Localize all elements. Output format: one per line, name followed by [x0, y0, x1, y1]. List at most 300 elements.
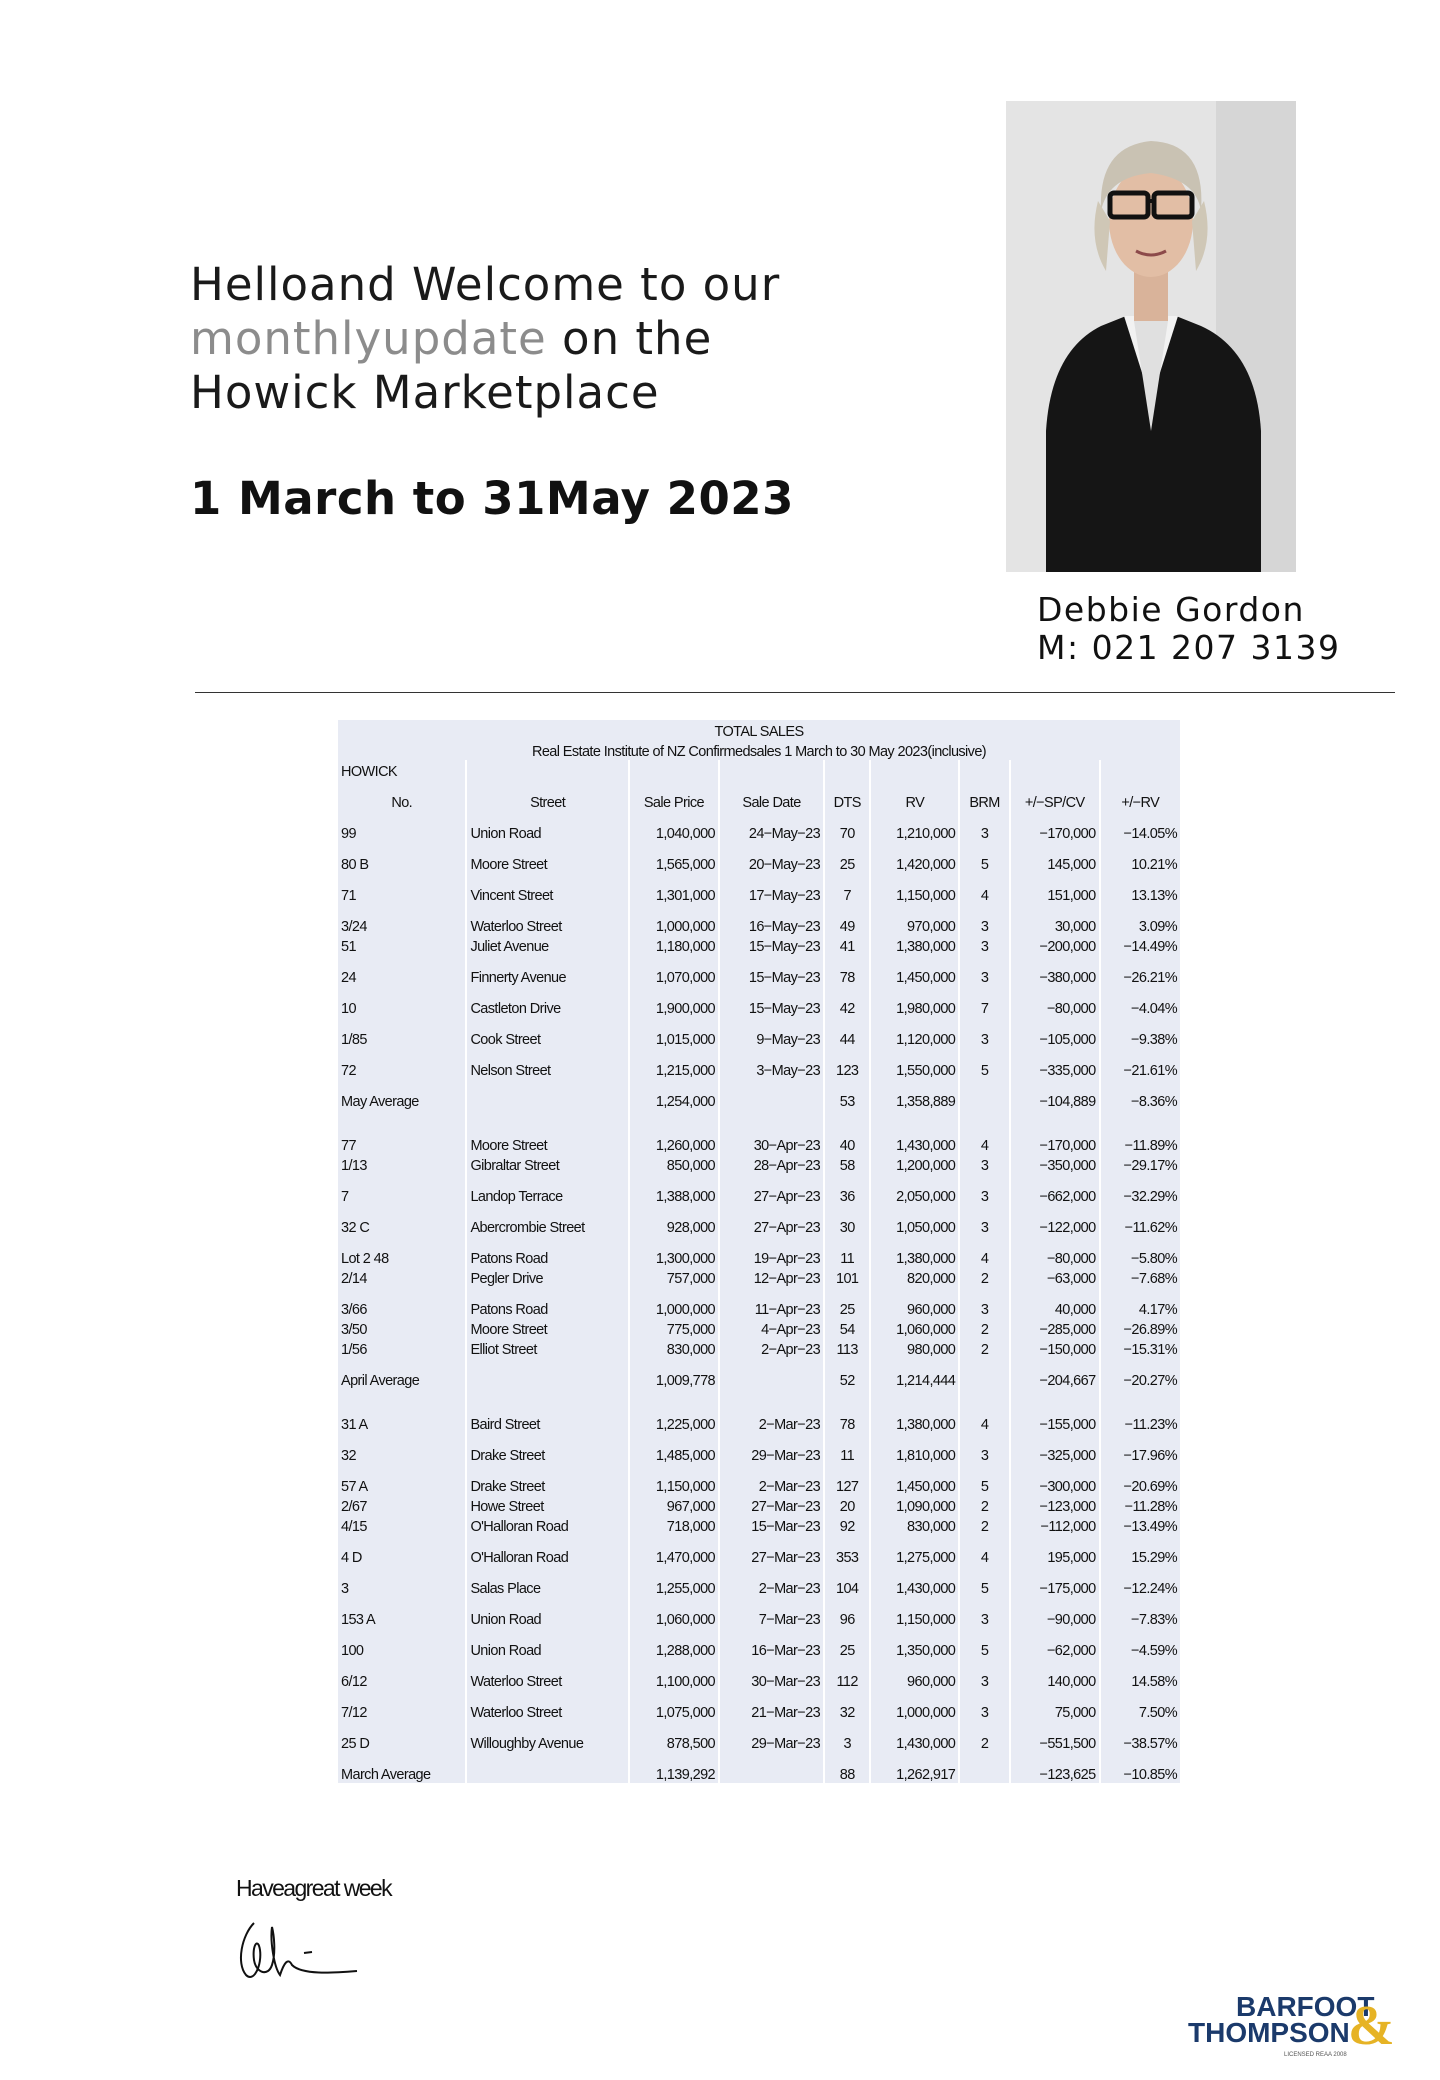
table-spacer-row — [338, 1110, 1180, 1123]
table-row — [338, 1154, 1180, 1174]
agent-portrait-illustration — [1006, 101, 1296, 572]
cell-street: Union Road — [467, 811, 627, 842]
cell-sale-date: 4−Apr−23 — [720, 1318, 823, 1338]
table-header-row — [338, 780, 1180, 811]
cell-rv-pct: −26.21% — [1101, 955, 1180, 986]
cell-brm: 2 — [960, 1721, 1009, 1752]
table-row — [338, 1433, 1180, 1464]
cell-street: Drake Street — [467, 1433, 627, 1464]
cell-no: 2/67 — [338, 1495, 465, 1515]
cell-rv: 1,050,000 — [871, 1205, 958, 1236]
cell-rv: 1,810,000 — [871, 1433, 958, 1464]
cell-no: April Average — [338, 1358, 465, 1389]
cell-sale-date — [720, 1079, 823, 1110]
cell-no: 7 — [338, 1174, 465, 1205]
cell-rv: 960,000 — [871, 1287, 958, 1318]
cell-rv: 1,420,000 — [871, 842, 958, 873]
cell-brm — [960, 1752, 1009, 1783]
cell-dts: 41 — [825, 935, 869, 955]
cell-street — [467, 1358, 627, 1389]
cell-no: 3/50 — [338, 1318, 465, 1338]
cell-dts: 101 — [825, 1267, 869, 1287]
cell-brm: 3 — [960, 1690, 1009, 1721]
cell-sp-cv: 30,000 — [1011, 904, 1099, 935]
cell-sale-price: 1,009,778 — [630, 1358, 718, 1389]
cell-rv: 1,120,000 — [871, 1017, 958, 1048]
header-rv-pct: +/−RV — [1101, 780, 1180, 811]
cell-sale-price: 1,260,000 — [630, 1123, 718, 1154]
cell-rv: 1,980,000 — [871, 986, 958, 1017]
cell-sale-date: 16−May−23 — [720, 904, 823, 935]
cell-dts: 25 — [825, 1628, 869, 1659]
cell-rv-pct: −11.28% — [1101, 1495, 1180, 1515]
table-row — [338, 986, 1180, 1017]
cell-sale-date: 15−May−23 — [720, 935, 823, 955]
cell-sale-date: 3−May−23 — [720, 1048, 823, 1079]
table-row — [338, 1338, 1180, 1358]
cell-no: Lot 2 48 — [338, 1236, 465, 1267]
cell-dts: 36 — [825, 1174, 869, 1205]
cell-rv: 1,430,000 — [871, 1123, 958, 1154]
cell-sp-cv: −285,000 — [1011, 1318, 1099, 1338]
table-row — [338, 1515, 1180, 1535]
cell-no: 71 — [338, 873, 465, 904]
cell-rv: 1,430,000 — [871, 1566, 958, 1597]
cell-rv-pct: −17.96% — [1101, 1433, 1180, 1464]
cell-dts: 25 — [825, 1287, 869, 1318]
cell-rv-pct: −5.80% — [1101, 1236, 1180, 1267]
cell-dts: 127 — [825, 1464, 869, 1495]
cell-sale-price: 1,150,000 — [630, 1464, 718, 1495]
table-suburb-row — [338, 760, 1180, 780]
cell-rv-pct: 14.58% — [1101, 1659, 1180, 1690]
cell-brm: 3 — [960, 935, 1009, 955]
intro-headline — [190, 258, 780, 420]
cell-brm: 3 — [960, 1433, 1009, 1464]
cell-rv: 1,275,000 — [871, 1535, 958, 1566]
cell-rv-pct: −14.05% — [1101, 811, 1180, 842]
cell-street: Union Road — [467, 1628, 627, 1659]
cell-no: 7/12 — [338, 1690, 465, 1721]
cell-brm: 2 — [960, 1495, 1009, 1515]
cell-dts: 20 — [825, 1495, 869, 1515]
cell-sp-cv: −80,000 — [1011, 1236, 1099, 1267]
cell-rv-pct: −38.57% — [1101, 1721, 1180, 1752]
table-average-row — [338, 1079, 1180, 1110]
cell-rv: 1,210,000 — [871, 811, 958, 842]
cell-sale-price: 1,139,292 — [630, 1752, 718, 1783]
cell-sp-cv: −204,667 — [1011, 1358, 1099, 1389]
cell-sp-cv: 195,000 — [1011, 1535, 1099, 1566]
cell-no: 3/24 — [338, 904, 465, 935]
cell-sale-price: 1,255,000 — [630, 1566, 718, 1597]
table-row — [338, 811, 1180, 842]
sales-table — [336, 720, 1182, 1783]
signoff-text: Haveagreat week — [236, 1875, 391, 1901]
cell-street: Patons Road — [467, 1236, 627, 1267]
cell-dts: 11 — [825, 1236, 869, 1267]
cell-rv-pct: −7.83% — [1101, 1597, 1180, 1628]
cell-dts: 123 — [825, 1048, 869, 1079]
cell-no: 24 — [338, 955, 465, 986]
intro-line-2-muted: monthlyupdate — [190, 312, 547, 365]
cell-brm — [960, 1079, 1009, 1110]
cell-no: 10 — [338, 986, 465, 1017]
cell-brm: 5 — [960, 842, 1009, 873]
logo-line-1: BARFOOT — [1236, 1991, 1375, 2022]
table-row — [338, 1267, 1180, 1287]
logo-line-2: THOMPSON — [1188, 2017, 1350, 2048]
intro-line-2-rest: on the — [546, 312, 713, 365]
cell-sp-cv: −170,000 — [1011, 1123, 1099, 1154]
cell-no: 32 — [338, 1433, 465, 1464]
cell-sale-price: 1,470,000 — [630, 1535, 718, 1566]
header-sale-date: Sale Date — [720, 780, 823, 811]
table-row — [338, 1721, 1180, 1752]
cell-rv-pct: −21.61% — [1101, 1048, 1180, 1079]
cell-rv-pct: −14.49% — [1101, 935, 1180, 955]
cell-no: 99 — [338, 811, 465, 842]
cell-rv: 1,450,000 — [871, 1464, 958, 1495]
cell-dts: 70 — [825, 811, 869, 842]
cell-rv-pct: 13.13% — [1101, 873, 1180, 904]
cell-no: 80 B — [338, 842, 465, 873]
cell-sale-date — [720, 1752, 823, 1783]
cell-brm: 7 — [960, 986, 1009, 1017]
table-row — [338, 1017, 1180, 1048]
cell-no: 4 D — [338, 1535, 465, 1566]
handwritten-signature — [232, 1915, 372, 1995]
table-subtitle-row — [338, 740, 1180, 760]
cell-no: 2/14 — [338, 1267, 465, 1287]
logo-ampersand: & — [1348, 1995, 1395, 2057]
cell-sp-cv: −155,000 — [1011, 1402, 1099, 1433]
cell-sp-cv: 75,000 — [1011, 1690, 1099, 1721]
cell-sale-price: 1,225,000 — [630, 1402, 718, 1433]
cell-sp-cv: −80,000 — [1011, 986, 1099, 1017]
cell-sale-date: 2−Apr−23 — [720, 1338, 823, 1358]
cell-no: 1/56 — [338, 1338, 465, 1358]
cell-sp-cv: −325,000 — [1011, 1433, 1099, 1464]
cell-rv: 1,000,000 — [871, 1690, 958, 1721]
cell-rv-pct: −7.68% — [1101, 1267, 1180, 1287]
cell-brm: 2 — [960, 1338, 1009, 1358]
table-row — [338, 1659, 1180, 1690]
cell-no: 25 D — [338, 1721, 465, 1752]
header-divider — [195, 692, 1395, 693]
table-row — [338, 1495, 1180, 1515]
cell-rv-pct: −32.29% — [1101, 1174, 1180, 1205]
cell-rv: 1,200,000 — [871, 1154, 958, 1174]
cell-dts: 78 — [825, 955, 869, 986]
cell-brm: 5 — [960, 1464, 1009, 1495]
cell-brm: 5 — [960, 1048, 1009, 1079]
cell-street: Union Road — [467, 1597, 627, 1628]
table-row — [338, 873, 1180, 904]
cell-dts: 3 — [825, 1721, 869, 1752]
cell-no: 100 — [338, 1628, 465, 1659]
cell-dts: 112 — [825, 1659, 869, 1690]
cell-street: Nelson Street — [467, 1048, 627, 1079]
cell-street — [467, 1752, 627, 1783]
cell-rv: 1,550,000 — [871, 1048, 958, 1079]
cell-no: 3 — [338, 1566, 465, 1597]
cell-sale-price: 1,040,000 — [630, 811, 718, 842]
cell-sale-price: 1,070,000 — [630, 955, 718, 986]
table-row — [338, 1123, 1180, 1154]
cell-sale-date: 17−May−23 — [720, 873, 823, 904]
cell-sp-cv: −551,500 — [1011, 1721, 1099, 1752]
cell-no: 4/15 — [338, 1515, 465, 1535]
cell-street: Salas Place — [467, 1566, 627, 1597]
cell-sale-date: 29−Mar−23 — [720, 1433, 823, 1464]
cell-no: 3/66 — [338, 1287, 465, 1318]
cell-street: Vincent Street — [467, 873, 627, 904]
header-sp-cv: +/−SP/CV — [1011, 780, 1099, 811]
cell-sale-price: 928,000 — [630, 1205, 718, 1236]
cell-no: 6/12 — [338, 1659, 465, 1690]
cell-street: Drake Street — [467, 1464, 627, 1495]
table-row — [338, 1535, 1180, 1566]
cell-sale-price: 757,000 — [630, 1267, 718, 1287]
cell-brm: 4 — [960, 873, 1009, 904]
cell-rv-pct: −26.89% — [1101, 1318, 1180, 1338]
cell-brm: 2 — [960, 1515, 1009, 1535]
cell-dts: 7 — [825, 873, 869, 904]
cell-rv: 1,350,000 — [871, 1628, 958, 1659]
cell-brm: 4 — [960, 1402, 1009, 1433]
cell-dts: 54 — [825, 1318, 869, 1338]
cell-rv: 1,380,000 — [871, 1402, 958, 1433]
header-brm: BRM — [960, 780, 1009, 811]
cell-sale-price: 1,300,000 — [630, 1236, 718, 1267]
cell-no: 57 A — [338, 1464, 465, 1495]
table-row — [338, 1628, 1180, 1659]
cell-sale-price: 1,015,000 — [630, 1017, 718, 1048]
cell-street: Landop Terrace — [467, 1174, 627, 1205]
cell-sale-price: 775,000 — [630, 1318, 718, 1338]
header-street: Street — [467, 780, 627, 811]
cell-rv: 1,090,000 — [871, 1495, 958, 1515]
cell-rv-pct: 10.21% — [1101, 842, 1180, 873]
cell-rv: 1,060,000 — [871, 1318, 958, 1338]
table-row — [338, 1287, 1180, 1318]
table-title: TOTAL SALES — [338, 720, 1180, 740]
cell-sale-price: 1,215,000 — [630, 1048, 718, 1079]
cell-dts: 104 — [825, 1566, 869, 1597]
cell-rv: 960,000 — [871, 1659, 958, 1690]
cell-rv-pct: −4.04% — [1101, 986, 1180, 1017]
table-row — [338, 904, 1180, 935]
cell-sale-price: 850,000 — [630, 1154, 718, 1174]
cell-rv: 980,000 — [871, 1338, 958, 1358]
cell-sale-price: 1,000,000 — [630, 1287, 718, 1318]
cell-rv: 2,050,000 — [871, 1174, 958, 1205]
cell-brm: 3 — [960, 1154, 1009, 1174]
cell-sale-price: 1,301,000 — [630, 873, 718, 904]
table-average-row — [338, 1358, 1180, 1389]
cell-sp-cv: −300,000 — [1011, 1464, 1099, 1495]
cell-sp-cv: −662,000 — [1011, 1174, 1099, 1205]
cell-rv: 830,000 — [871, 1515, 958, 1535]
cell-rv: 1,430,000 — [871, 1721, 958, 1752]
table-row — [338, 1464, 1180, 1495]
cell-dts: 53 — [825, 1079, 869, 1110]
cell-dts: 42 — [825, 986, 869, 1017]
cell-rv: 1,150,000 — [871, 1597, 958, 1628]
cell-rv: 1,450,000 — [871, 955, 958, 986]
cell-dts: 11 — [825, 1433, 869, 1464]
cell-street: Castleton Drive — [467, 986, 627, 1017]
cell-sale-date: 21−Mar−23 — [720, 1690, 823, 1721]
cell-sp-cv: −335,000 — [1011, 1048, 1099, 1079]
cell-sale-price: 1,254,000 — [630, 1079, 718, 1110]
cell-sale-price: 1,180,000 — [630, 935, 718, 955]
cell-sale-date: 15−May−23 — [720, 986, 823, 1017]
cell-no: 31 A — [338, 1402, 465, 1433]
cell-sale-price: 878,500 — [630, 1721, 718, 1752]
header-rv: RV — [871, 780, 958, 811]
cell-street: Waterloo Street — [467, 904, 627, 935]
header-no: No. — [338, 780, 465, 811]
table-row — [338, 1402, 1180, 1433]
cell-brm: 3 — [960, 1174, 1009, 1205]
cell-sale-price: 1,388,000 — [630, 1174, 718, 1205]
intro-line-3: Howick Marketplace — [190, 366, 660, 419]
cell-sp-cv: 140,000 — [1011, 1659, 1099, 1690]
cell-sale-date: 30−Apr−23 — [720, 1123, 823, 1154]
cell-sp-cv: −123,000 — [1011, 1495, 1099, 1515]
cell-sale-date: 16−Mar−23 — [720, 1628, 823, 1659]
table-row — [338, 842, 1180, 873]
cell-sale-date: 12−Apr−23 — [720, 1267, 823, 1287]
cell-sale-date: 2−Mar−23 — [720, 1402, 823, 1433]
cell-street: O'Halloran Road — [467, 1535, 627, 1566]
cell-sale-date: 2−Mar−23 — [720, 1566, 823, 1597]
cell-brm: 3 — [960, 904, 1009, 935]
cell-brm: 2 — [960, 1318, 1009, 1338]
cell-no: 51 — [338, 935, 465, 955]
cell-sale-date: 30−Mar−23 — [720, 1659, 823, 1690]
cell-rv-pct: 3.09% — [1101, 904, 1180, 935]
cell-sale-date: 7−Mar−23 — [720, 1597, 823, 1628]
cell-sale-price: 1,288,000 — [630, 1628, 718, 1659]
barfoot-thompson-logo — [1188, 1986, 1398, 2060]
cell-street: Moore Street — [467, 1318, 627, 1338]
cell-sp-cv: −90,000 — [1011, 1597, 1099, 1628]
cell-rv-pct: −8.36% — [1101, 1079, 1180, 1110]
cell-dts: 96 — [825, 1597, 869, 1628]
cell-rv-pct: −11.23% — [1101, 1402, 1180, 1433]
cell-rv: 1,214,444 — [871, 1358, 958, 1389]
cell-dts: 52 — [825, 1358, 869, 1389]
cell-dts: 49 — [825, 904, 869, 935]
cell-dts: 32 — [825, 1690, 869, 1721]
cell-rv-pct: −4.59% — [1101, 1628, 1180, 1659]
cell-street: Elliot Street — [467, 1338, 627, 1358]
cell-brm: 5 — [960, 1566, 1009, 1597]
cell-sp-cv: −200,000 — [1011, 935, 1099, 955]
cell-brm: 3 — [960, 1017, 1009, 1048]
cell-rv-pct: −11.89% — [1101, 1123, 1180, 1154]
cell-brm: 3 — [960, 1659, 1009, 1690]
table-row — [338, 1690, 1180, 1721]
intro-line-2 — [190, 312, 780, 366]
cell-dts: 25 — [825, 842, 869, 873]
cell-dts: 92 — [825, 1515, 869, 1535]
cell-brm: 4 — [960, 1236, 1009, 1267]
cell-dts: 88 — [825, 1752, 869, 1783]
cell-no: 1/13 — [338, 1154, 465, 1174]
cell-sale-date: 27−Apr−23 — [720, 1205, 823, 1236]
cell-dts: 58 — [825, 1154, 869, 1174]
cell-street: Patons Road — [467, 1287, 627, 1318]
cell-no: 153 A — [338, 1597, 465, 1628]
cell-rv-pct: −20.27% — [1101, 1358, 1180, 1389]
cell-sp-cv: −380,000 — [1011, 955, 1099, 986]
cell-brm: 3 — [960, 811, 1009, 842]
cell-sale-price: 1,485,000 — [630, 1433, 718, 1464]
logo-tagline: LICENSED REAA 2008 — [1284, 2052, 1347, 2058]
cell-sp-cv: −175,000 — [1011, 1566, 1099, 1597]
cell-brm: 3 — [960, 1597, 1009, 1628]
table-row — [338, 1566, 1180, 1597]
cell-rv-pct: −20.69% — [1101, 1464, 1180, 1495]
cell-sale-date: 15−May−23 — [720, 955, 823, 986]
cell-sp-cv: 40,000 — [1011, 1287, 1099, 1318]
cell-sp-cv: −62,000 — [1011, 1628, 1099, 1659]
cell-rv-pct: −9.38% — [1101, 1017, 1180, 1048]
table-row — [338, 1048, 1180, 1079]
cell-sp-cv: −104,889 — [1011, 1079, 1099, 1110]
cell-street: Moore Street — [467, 842, 627, 873]
cell-rv-pct: −12.24% — [1101, 1566, 1180, 1597]
cell-sp-cv: −112,000 — [1011, 1515, 1099, 1535]
cell-street: Baird Street — [467, 1402, 627, 1433]
cell-street: Finnerty Avenue — [467, 955, 627, 986]
cell-brm: 4 — [960, 1535, 1009, 1566]
cell-rv-pct: −29.17% — [1101, 1154, 1180, 1174]
cell-rv: 1,358,889 — [871, 1079, 958, 1110]
cell-rv: 1,380,000 — [871, 935, 958, 955]
cell-brm: 2 — [960, 1267, 1009, 1287]
table-title-row — [338, 720, 1180, 740]
cell-street: Waterloo Street — [467, 1690, 627, 1721]
cell-sp-cv: −150,000 — [1011, 1338, 1099, 1358]
cell-rv: 1,150,000 — [871, 873, 958, 904]
table-row — [338, 955, 1180, 986]
cell-sale-date: 24−May−23 — [720, 811, 823, 842]
cell-sale-date: 29−Mar−23 — [720, 1721, 823, 1752]
cell-rv-pct: −11.62% — [1101, 1205, 1180, 1236]
cell-rv-pct: −15.31% — [1101, 1338, 1180, 1358]
cell-street: Juliet Avenue — [467, 935, 627, 955]
cell-street: Pegler Drive — [467, 1267, 627, 1287]
intro-line-1: Helloand Welcome to our — [190, 258, 781, 311]
cell-street — [467, 1079, 627, 1110]
cell-street: Howe Street — [467, 1495, 627, 1515]
cell-no: 77 — [338, 1123, 465, 1154]
cell-sale-price: 1,060,000 — [630, 1597, 718, 1628]
cell-rv-pct: −13.49% — [1101, 1515, 1180, 1535]
cell-dts: 40 — [825, 1123, 869, 1154]
table-row — [338, 1174, 1180, 1205]
cell-sale-date: 19−Apr−23 — [720, 1236, 823, 1267]
date-range-title: 1 March to 31May 2023 — [190, 472, 794, 525]
cell-rv-pct: 4.17% — [1101, 1287, 1180, 1318]
cell-sp-cv: −122,000 — [1011, 1205, 1099, 1236]
cell-street: Gibraltar Street — [467, 1154, 627, 1174]
